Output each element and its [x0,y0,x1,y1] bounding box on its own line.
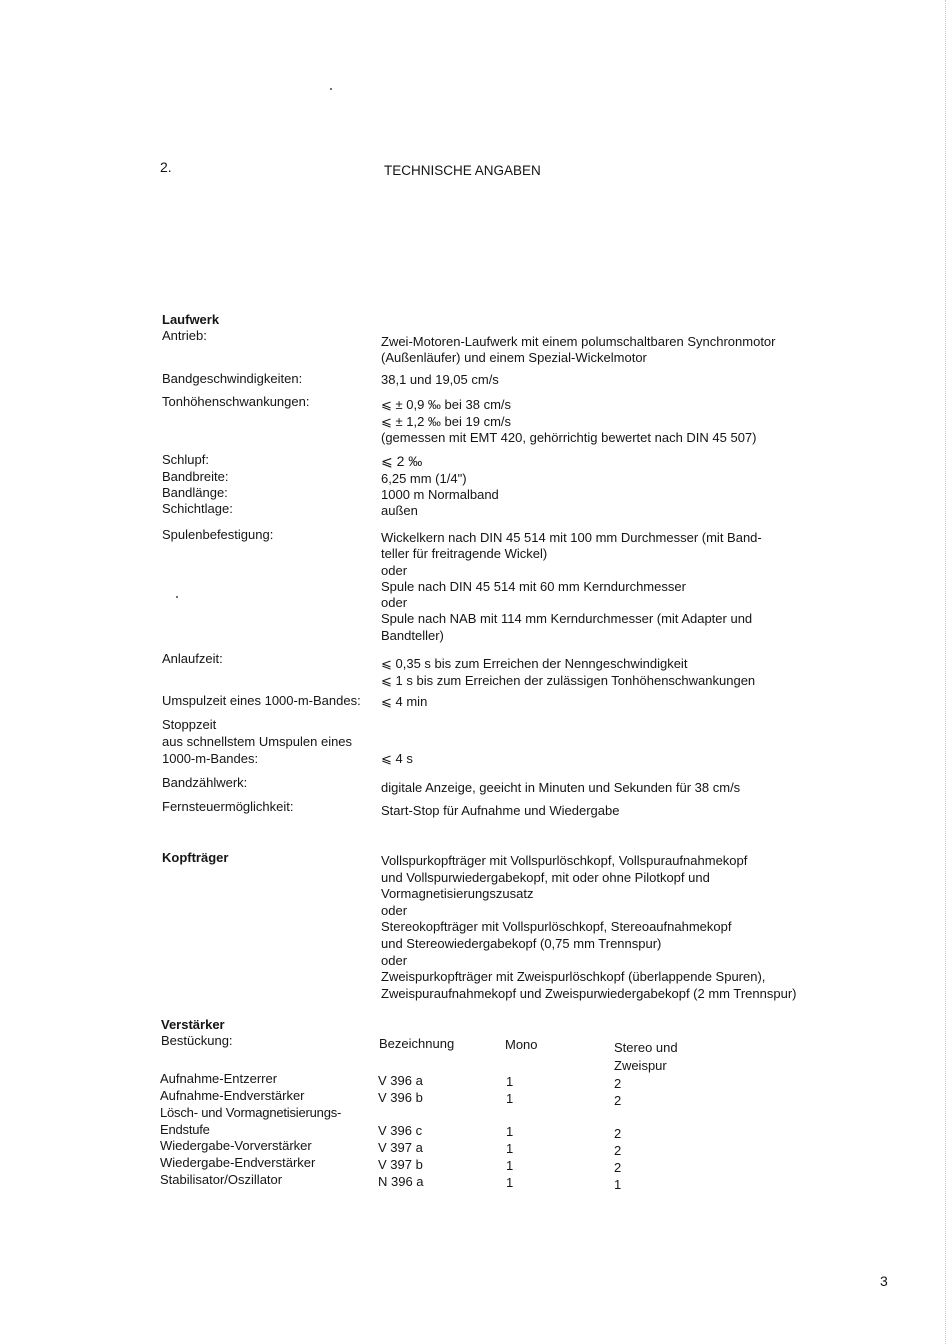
page-title: TECHNISCHE ANGABEN [384,163,541,178]
value-tonhoehenschwankungen: ⩽ ± 0,9 ‰ bei 38 cm/s ⩽ ± 1,2 ‰ bei 19 cm/s (gemessen mit EMT 420, gehörrichtig bewertet nach DIN 45 507) [381,397,757,445]
label-tonhoehenschwankungen: Tonhöhenschwankungen: [162,394,310,409]
row-stereo: 2 [614,1143,622,1158]
row-mono: 1 [506,1091,514,1106]
value-umspulzeit: ⩽ 4 min [381,694,428,709]
row-code: V 396 c [378,1123,423,1138]
heading-verstaerker: Verstärker [161,1017,225,1032]
page-number: 3 [880,1273,888,1289]
row-mono: 1 [506,1141,514,1156]
row-mono: 1 [506,1158,514,1173]
label-antrieb: Antrieb: [162,328,207,343]
scan-speck [176,596,178,598]
value-stoppzeit: ⩽ 4 s [381,751,413,766]
column-header-stereo: Stereo und Zweispur [614,1040,678,1073]
label-anlaufzeit: Anlaufzeit: [162,651,223,666]
row-stereo: 2 [614,1093,622,1108]
column-header-bezeichnung: Bezeichnung [379,1036,455,1051]
label-bandzaehlwerk: Bandzählwerk: [162,775,248,790]
column-header-mono: Mono [505,1037,538,1052]
label-umspulzeit: Umspulzeit eines 1000-m-Bandes: [162,693,361,708]
label-schichtlage: Schichtlage: [162,501,233,516]
row-code: V 397 b [378,1157,423,1172]
label-bandgeschwindigkeiten: Bandgeschwindigkeiten: [162,371,303,386]
row-name: Wiedergabe-Vorverstärker [160,1138,312,1153]
value-bandzaehlwerk: digitale Anzeige, geeicht in Minuten und Sekunden für 38 cm/s [381,780,741,795]
label-spulenbefestigung: Spulenbefestigung: [162,527,274,542]
section-number: 2. [160,159,172,175]
row-name: Aufnahme-Endverstärker [160,1088,305,1103]
scan-speck [330,88,332,90]
row-mono: 1 [506,1074,514,1089]
row-code: N 396 a [378,1174,424,1189]
row-name: Aufnahme-Entzerrer [160,1071,278,1086]
row-stereo: 2 [614,1126,622,1141]
heading-laufwerk: Laufwerk [162,312,220,327]
row-stereo: 2 [614,1076,622,1091]
value-kopftraeger: Vollspurkopfträger mit Vollspurlöschkopf, Vollspuraufnahmekopf und Vollspurwiedergabekopf, mit oder ohne Pilotkopf und Vormagnetisierungszusatz oder Stereokopfträger mit Vollspurlöschkopf, Stereoaufnahmekopf und Stereowiedergabekopf (0,75 mm Trennspur) oder Zweispurkopfträger mit Zweispurlöschkopf (überlappende Spuren), Zweispuraufnahmekopf und Zweispurwiedergabekopf (2 mm Trennspur) [381,853,797,1001]
value-schlupf: ⩽ 2 ‰ [381,453,423,469]
label-schlupf: Schlupf: [162,452,209,467]
value-spulenbefestigung: Wickelkern nach DIN 45 514 mit 100 mm Durchmesser (mit Band- teller für freitragende Wickel) oder Spule nach DIN 45 514 mit 60 mm Kerndurchmesser oder Spule nach NAB mit 114 mm Kerndurchmesser (mit Adapter und Bandteller) [381,530,762,643]
heading-kopftraeger: Kopfträger [162,850,229,865]
value-bandlaenge: 1000 m Normalband [381,487,499,502]
row-name: Wiedergabe-Endverstärker [160,1155,316,1170]
row-code: V 397 a [378,1140,423,1155]
value-bandbreite: 6,25 mm (1/4") [381,471,467,486]
value-anlaufzeit: ⩽ 0,35 s bis zum Erreichen der Nenngeschwindigkeit ⩽ 1 s bis zum Erreichen der zulässigen Tonhöhenschwankungen [381,656,756,688]
label-bandlaenge: Bandlänge: [162,485,228,500]
value-schichtlage: außen [381,503,418,518]
row-code: V 396 b [378,1090,423,1105]
row-mono: 1 [506,1175,514,1190]
subheading-bestueckung: Bestückung: [161,1033,233,1048]
label-stoppzeit: Stoppzeit aus schnellstem Umspulen eines 1000-m-Bandes: [162,717,353,766]
row-mono: 1 [506,1124,514,1139]
label-fernsteuermoeglichkeit: Fernsteuermöglichkeit: [162,799,294,814]
row-stereo: 1 [614,1177,622,1192]
row-stereo: 2 [614,1160,622,1175]
value-fernsteuermoeglichkeit: Start-Stop für Aufnahme und Wiedergabe [381,803,620,818]
row-code: V 396 a [378,1073,423,1088]
row-name: Lösch- und Vormagnetisierungs- Endstufe [160,1105,342,1137]
value-bandgeschwindigkeiten: 38,1 und 19,05 cm/s [381,372,499,387]
row-name: Stabilisator/Oszillator [160,1172,283,1187]
value-antrieb: Zwei-Motoren-Laufwerk mit einem polumschaltbaren Synchronmotor (Außenläufer) und einem Spezial-Wickelmotor [381,334,776,365]
label-bandbreite: Bandbreite: [162,469,229,484]
page-edge [945,0,950,1344]
